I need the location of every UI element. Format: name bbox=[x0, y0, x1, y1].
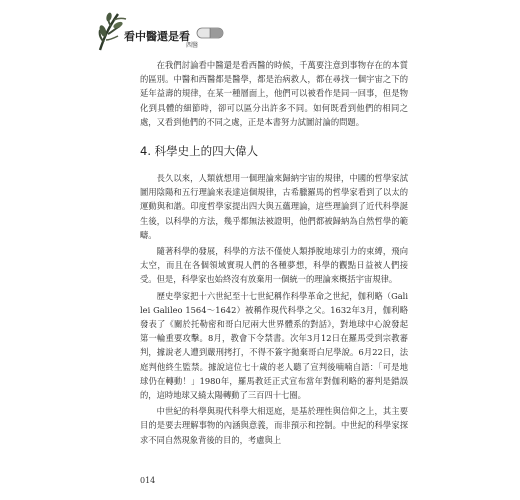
body-paragraph: 歷史學家把十六世紀至十七世紀稱作科學革命之世紀，伽利略（Galilei Galileo 1564～1642）被稱作現代科學之父。1632年3月，伽利略發表了《關於托勒密和哥白尼兩大世界體系的對話》，對地球中心說發起第一輪重要攻擊。8月，教會下令禁書。次年3月12日在羅馬受到宗教審判，據說老人遭到嚴刑拷打，不得不簽字拋棄哥白尼學說。6月22日，法庭判他終生監禁。據說這位七十歲的老人聽了宣判後喃喃自語：「可是地球仍在轉動！」1980年，羅馬教廷正式宣布當年對伽利略的審判是錯誤的，這時地球又繞太陽轉動了三百四十七圈。 bbox=[140, 290, 408, 401]
book-header bbox=[96, 10, 236, 54]
pill-icon bbox=[196, 26, 224, 40]
page-content bbox=[140, 58, 408, 447]
body-paragraph: 隨著科學的發展，科學的方法不僅使人類掙脫地球引力的束縛，飛向太空，而且在各個領域實現人們的各種夢想，科學的觀點日益被人們接受。但是，科學家也始終沒有放棄用一個統一的理論來概括宇宙規律。 bbox=[140, 246, 408, 285]
header-title-line2: 西醫 bbox=[186, 42, 199, 49]
section-title: 4. 科學史上的四大偉人 bbox=[140, 144, 259, 159]
page-number: 014 bbox=[140, 476, 156, 485]
body-paragraph: 長久以來，人類就想用一個理論來歸納宇宙的規律，中國的哲學家試圖用陰陽和五行理論來表達這個規律，古希臘羅馬的哲學家看到了以太的運動與和諧。印度哲學家提出四大與五蘊理論，這些理論到了近代科學誕生後，以科學的方法，幾乎都無法被證明，他們都被歸納為自然哲學的範疇。 bbox=[140, 173, 408, 240]
header-title-line1: 看中醫還是看 bbox=[124, 30, 190, 43]
body-paragraph: 中世紀的科學與現代科學大相逕庭，是基於理性與信仰之上，其主要目的是要去理解事物的內涵與意義，而非預示和控制。中世紀的科學家探求不同自然現象背後的目的，考慮與上 bbox=[140, 406, 408, 445]
intro-paragraph: 在我們討論看中醫還是看西醫的時候，千萬要注意到事物存在的本質的區別。中醫和西醫都是醫學，都是治病救人，都在尋找一個宇宙之下的延年益壽的規律，在某一種層面上，他們可以被看作是同一回事，但是物化到具體的細節時，卻可以區分出許多不同。如何既看到他們的相同之處，又看到他們的不同之處，正是本書努力試圖討論的問題。 bbox=[140, 60, 408, 127]
